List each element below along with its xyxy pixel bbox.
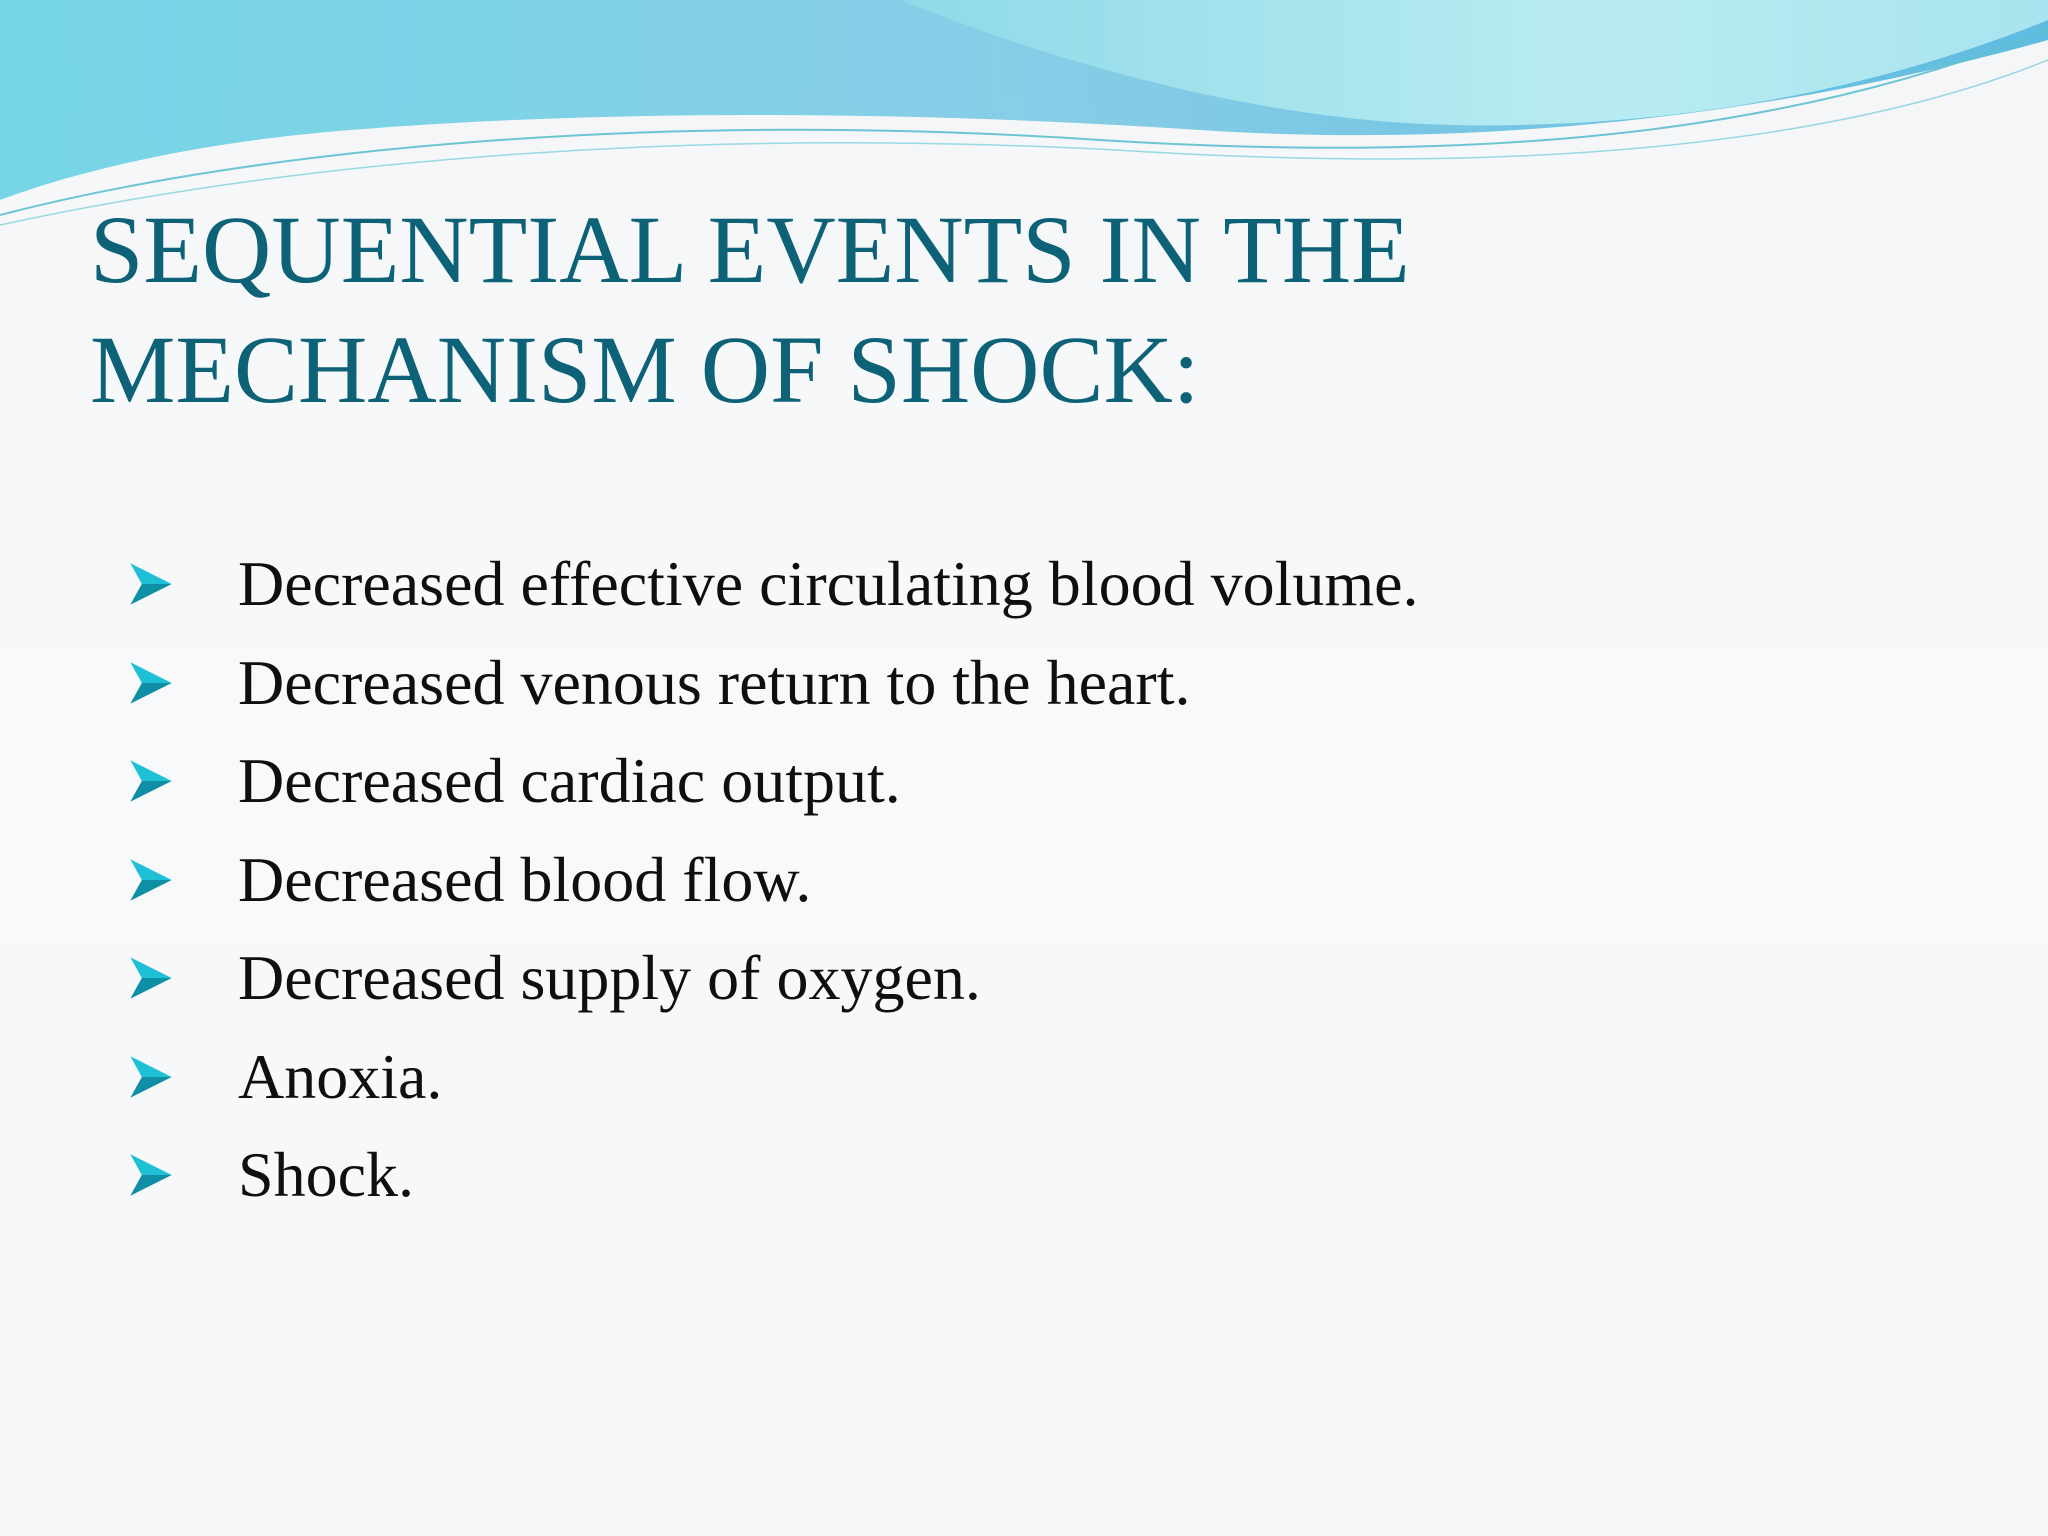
arrow-bullet-icon [128, 1054, 174, 1100]
list-item-text: Shock. [238, 1139, 414, 1211]
arrow-bullet-icon [128, 1152, 174, 1198]
arrow-bullet-icon [128, 955, 174, 1001]
list-item [0, 1028, 2048, 1127]
arrow-bullet-icon [128, 857, 174, 903]
list-item-text: Decreased blood flow. [238, 843, 812, 915]
arrow-bullet-icon [128, 758, 174, 804]
arrow-bullet-icon [128, 561, 174, 607]
list-item-text: Anoxia. [238, 1040, 443, 1112]
list-item-text: Decreased venous return to the heart. [238, 646, 1191, 718]
page-title: SEQUENTIAL EVENTS IN THE MECHANISM OF SHOCK: [90, 196, 1410, 423]
arrow-bullet-icon [128, 660, 174, 706]
list-item [0, 732, 2048, 831]
list-item [0, 831, 2048, 930]
bullet-list [0, 535, 2048, 1225]
list-item-text: Decreased supply of oxygen. [238, 942, 981, 1014]
list-item-text: Decreased effective circulating blood volume. [238, 548, 1419, 620]
list-item [0, 634, 2048, 733]
list-item [0, 1126, 2048, 1225]
list-item [0, 929, 2048, 1028]
list-item [0, 535, 2048, 634]
list-item-text: Decreased cardiac output. [238, 745, 901, 817]
